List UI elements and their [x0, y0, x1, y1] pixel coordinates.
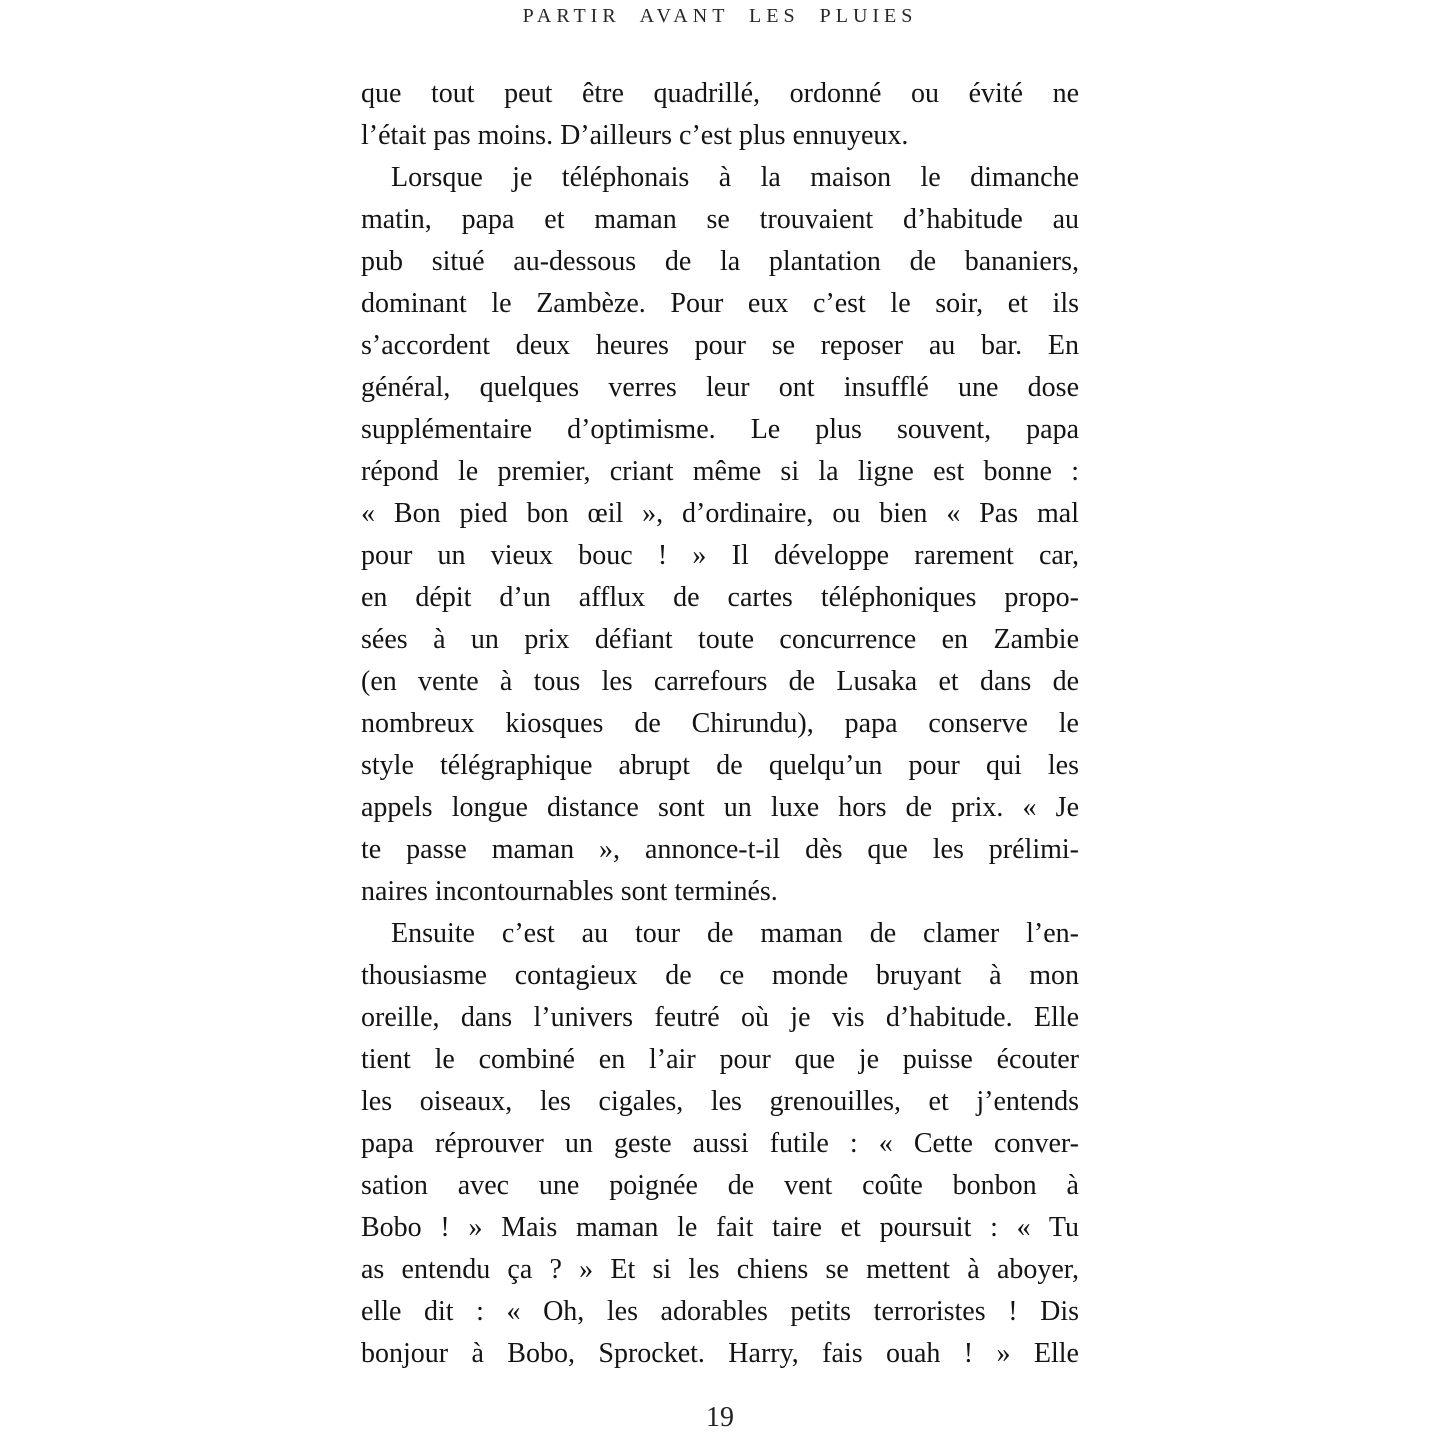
- text-line: Lorsque je téléphonais à la maison le dimanche: [391, 162, 1079, 193]
- text-line: te passe maman », annonce-t-il dès que les prélimi-: [361, 834, 1079, 865]
- paragraph: [361, 157, 1079, 913]
- text-line: Bobo ! » Mais maman le fait taire et poursuit : « Tu: [361, 1212, 1079, 1243]
- text-line: nombreux kiosques de Chirundu), papa conserve le: [361, 708, 1079, 739]
- running-header: PARTIR AVANT LES PLUIES: [522, 5, 918, 27]
- text-line: naires incontournables sont terminés.: [361, 876, 778, 907]
- text-line: sées à un prix défiant toute concurrence en Zambie: [361, 624, 1079, 655]
- paragraph: [361, 73, 1079, 157]
- text-line: tient le combiné en l’air pour que je puisse écouter: [361, 1044, 1079, 1075]
- text-line: bonjour à Bobo, Sprocket. Harry, fais ouah ! » Elle: [361, 1338, 1079, 1369]
- text-line: appels longue distance sont un luxe hors de prix. « Je: [361, 792, 1079, 823]
- body-text: [361, 73, 1079, 1375]
- paragraph: [361, 913, 1079, 1375]
- text-line: supplémentaire d’optimisme. Le plus souvent, papa: [361, 414, 1079, 445]
- text-line: as entendu ça ? » Et si les chiens se mettent à aboyer,: [361, 1254, 1079, 1285]
- text-line: que tout peut être quadrillé, ordonné ou évité ne: [361, 78, 1079, 109]
- text-line: matin, papa et maman se trouvaient d’habitude au: [361, 204, 1079, 235]
- page-number: 19: [706, 1402, 734, 1433]
- text-line: (en vente à tous les carrefours de Lusaka et dans de: [361, 666, 1079, 697]
- text-line: général, quelques verres leur ont insufflé une dose: [361, 372, 1079, 403]
- text-line: Ensuite c’est au tour de maman de clamer l’en-: [391, 918, 1079, 949]
- text-line: l’était pas moins. D’ailleurs c’est plus ennuyeux.: [361, 120, 909, 151]
- text-line: s’accordent deux heures pour se reposer au bar. En: [361, 330, 1079, 361]
- text-line: sation avec une poignée de vent coûte bonbon à: [361, 1170, 1079, 1201]
- text-line: oreille, dans l’univers feutré où je vis d’habitude. Elle: [361, 1002, 1079, 1033]
- text-line: pour un vieux bouc ! » Il développe rarement car,: [361, 540, 1079, 571]
- text-line: les oiseaux, les cigales, les grenouilles, et j’entends: [361, 1086, 1079, 1117]
- text-line: répond le premier, criant même si la ligne est bonne :: [361, 456, 1079, 487]
- text-line: papa réprouver un geste aussi futile : « Cette conver-: [361, 1128, 1079, 1159]
- text-line: pub situé au-dessous de la plantation de bananiers,: [361, 246, 1079, 277]
- text-line: en dépit d’un afflux de cartes téléphoniques propo-: [361, 582, 1079, 613]
- text-line: dominant le Zambèze. Pour eux c’est le soir, et ils: [361, 288, 1079, 319]
- text-line: style télégraphique abrupt de quelqu’un pour qui les: [361, 750, 1079, 781]
- text-line: thousiasme contagieux de ce monde bruyant à mon: [361, 960, 1079, 991]
- text-line: elle dit : « Oh, les adorables petits terroristes ! Dis: [361, 1296, 1079, 1327]
- text-line: « Bon pied bon œil », d’ordinaire, ou bien « Pas mal: [361, 498, 1079, 529]
